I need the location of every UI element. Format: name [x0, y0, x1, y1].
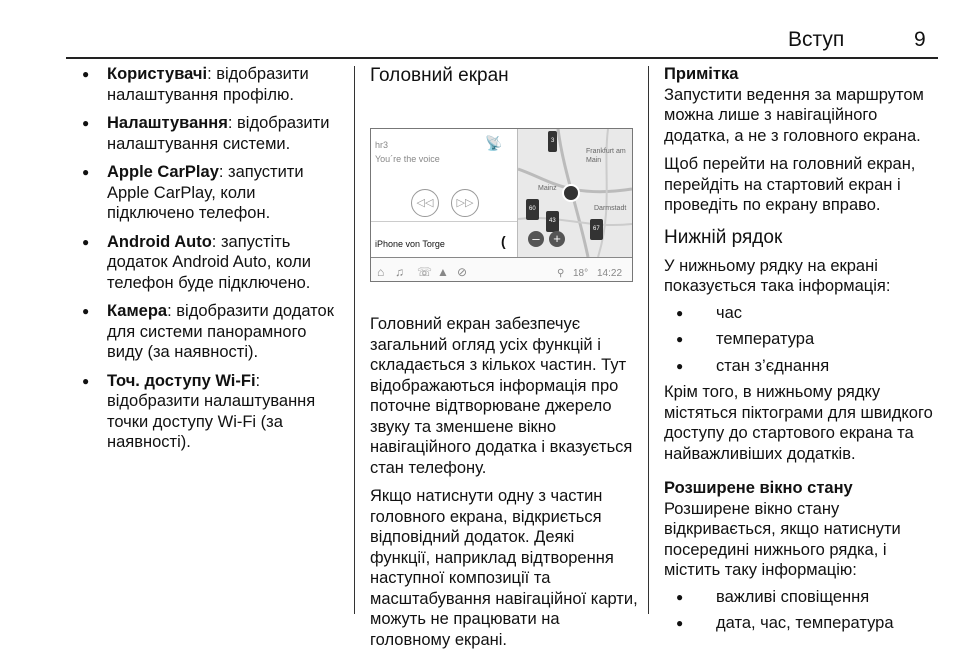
column-divider-2 — [648, 66, 649, 614]
bottom-bar[interactable] — [371, 257, 632, 282]
paragraph: Головний екран забезпечує загальний огляд усіх функцій і складається з кількох частин. Тут відображаються інформація про поточне відтворюване джерело звуку та зменшене вікно навігаційного додатка і вказується стан телефону. — [370, 315, 633, 477]
map-panel[interactable] — [518, 129, 632, 257]
route-badge: 43 — [546, 211, 559, 232]
route-badge: 67 — [590, 219, 603, 240]
paragraph: Якщо натиснути одну з частин головного екрана, відкриється відповідний додаток. Деякі функції, наприклад відтворення наступної композиції та масштабування навігаційної карти, можуть не працювати на головному екрані. — [370, 487, 638, 649]
note-text: Запустити ведення за маршрутом можна лише з навігаційного додатка, а не з головного екрана. — [664, 85, 924, 145]
home-screen-illustration — [370, 128, 633, 282]
list-item: ● Apple CarPlay: запустити Apple CarPlay, коли підключено телефон. — [82, 162, 344, 224]
phone-icon[interactable]: ☏ — [417, 265, 433, 279]
page-number: 9 — [914, 28, 926, 51]
zoom-in-button[interactable]: + — [549, 231, 565, 247]
city-label: Darmstadt — [594, 205, 627, 212]
list-item: ● Користувачі: відобразити налаштування профілю. — [82, 64, 344, 105]
artist-name: You´re the voice — [375, 154, 440, 164]
list-item: ● температура — [664, 329, 936, 350]
list-item: ● Камера: відобразити додаток для системи панорамного виду (за наявності). — [82, 301, 344, 363]
city-label: Mainz — [538, 185, 557, 192]
list-item: ● дата, час, температура — [664, 613, 936, 634]
list-item: ● Налаштування: відобразити налаштування системи. — [82, 113, 344, 154]
radio-icon: 📡 — [485, 135, 503, 151]
temperature: 18° — [573, 268, 589, 279]
navigation-icon[interactable]: ▲ — [437, 265, 449, 279]
list-item: ● Точ. доступу Wi-Fi: відобразити налаштування точки доступу Wi-Fi (за наявності). — [82, 371, 344, 453]
route-badge: 60 — [526, 199, 539, 220]
phone-icon: ( — [501, 233, 506, 249]
list-item: ● Android Auto: запустіть додаток Android Auto, коли телефон буде підключено. — [82, 232, 344, 294]
list-item: ● важливі сповіщення — [664, 587, 936, 608]
section-heading: Нижній рядок — [664, 226, 783, 248]
city-label: Frankfurt am Main — [586, 148, 626, 164]
column-2 — [370, 64, 638, 658]
rewind-icon[interactable]: ◁◁ — [411, 189, 439, 217]
paragraph: У нижньому рядку на екрані показується така інформація: — [664, 256, 891, 295]
column-3 — [664, 64, 936, 640]
section-heading: Головний екран — [370, 65, 509, 86]
paragraph: Щоб перейти на головний екран, перейдіть на стартовий екран і проведіть по екрану вправо. — [664, 155, 916, 214]
subheading: Розширене вікно стану — [664, 479, 853, 497]
page-header — [0, 18, 960, 58]
header-rule — [66, 57, 938, 59]
clock-time: 14:22 — [597, 268, 623, 279]
list-item: ● стан з’єднання — [664, 356, 936, 377]
music-icon[interactable]: ♫ — [395, 265, 404, 279]
phone-status[interactable] — [371, 221, 517, 258]
home-icon[interactable]: ⌂ — [377, 265, 385, 279]
apps-icon[interactable]: ⊘ — [457, 265, 468, 279]
paragraph: Розширене вікно стану відкривається, якщо натиснути посередині нижнього рядка, і містить таку інформацію: — [664, 499, 901, 579]
track-name: hr3 — [375, 140, 389, 150]
location-icon: ⚲ — [557, 268, 565, 279]
location-pin-icon — [562, 184, 580, 202]
page-title: Вступ — [788, 28, 845, 51]
media-panel — [371, 129, 518, 257]
list-item: ● час — [664, 303, 936, 324]
zoom-out-button[interactable]: – — [528, 231, 544, 247]
note-label: Примітка — [664, 65, 739, 83]
column-divider-1 — [354, 66, 355, 614]
route-badge: 3 — [548, 131, 557, 152]
forward-icon[interactable]: ▷▷ — [451, 189, 479, 217]
paragraph: Крім того, в нижньому рядку містяться піктограми для швидкого доступу до стартового екрана та найважливіших додатків. — [664, 383, 933, 463]
column-1 — [82, 64, 344, 461]
phone-name: iPhone von Torge — [375, 239, 445, 249]
